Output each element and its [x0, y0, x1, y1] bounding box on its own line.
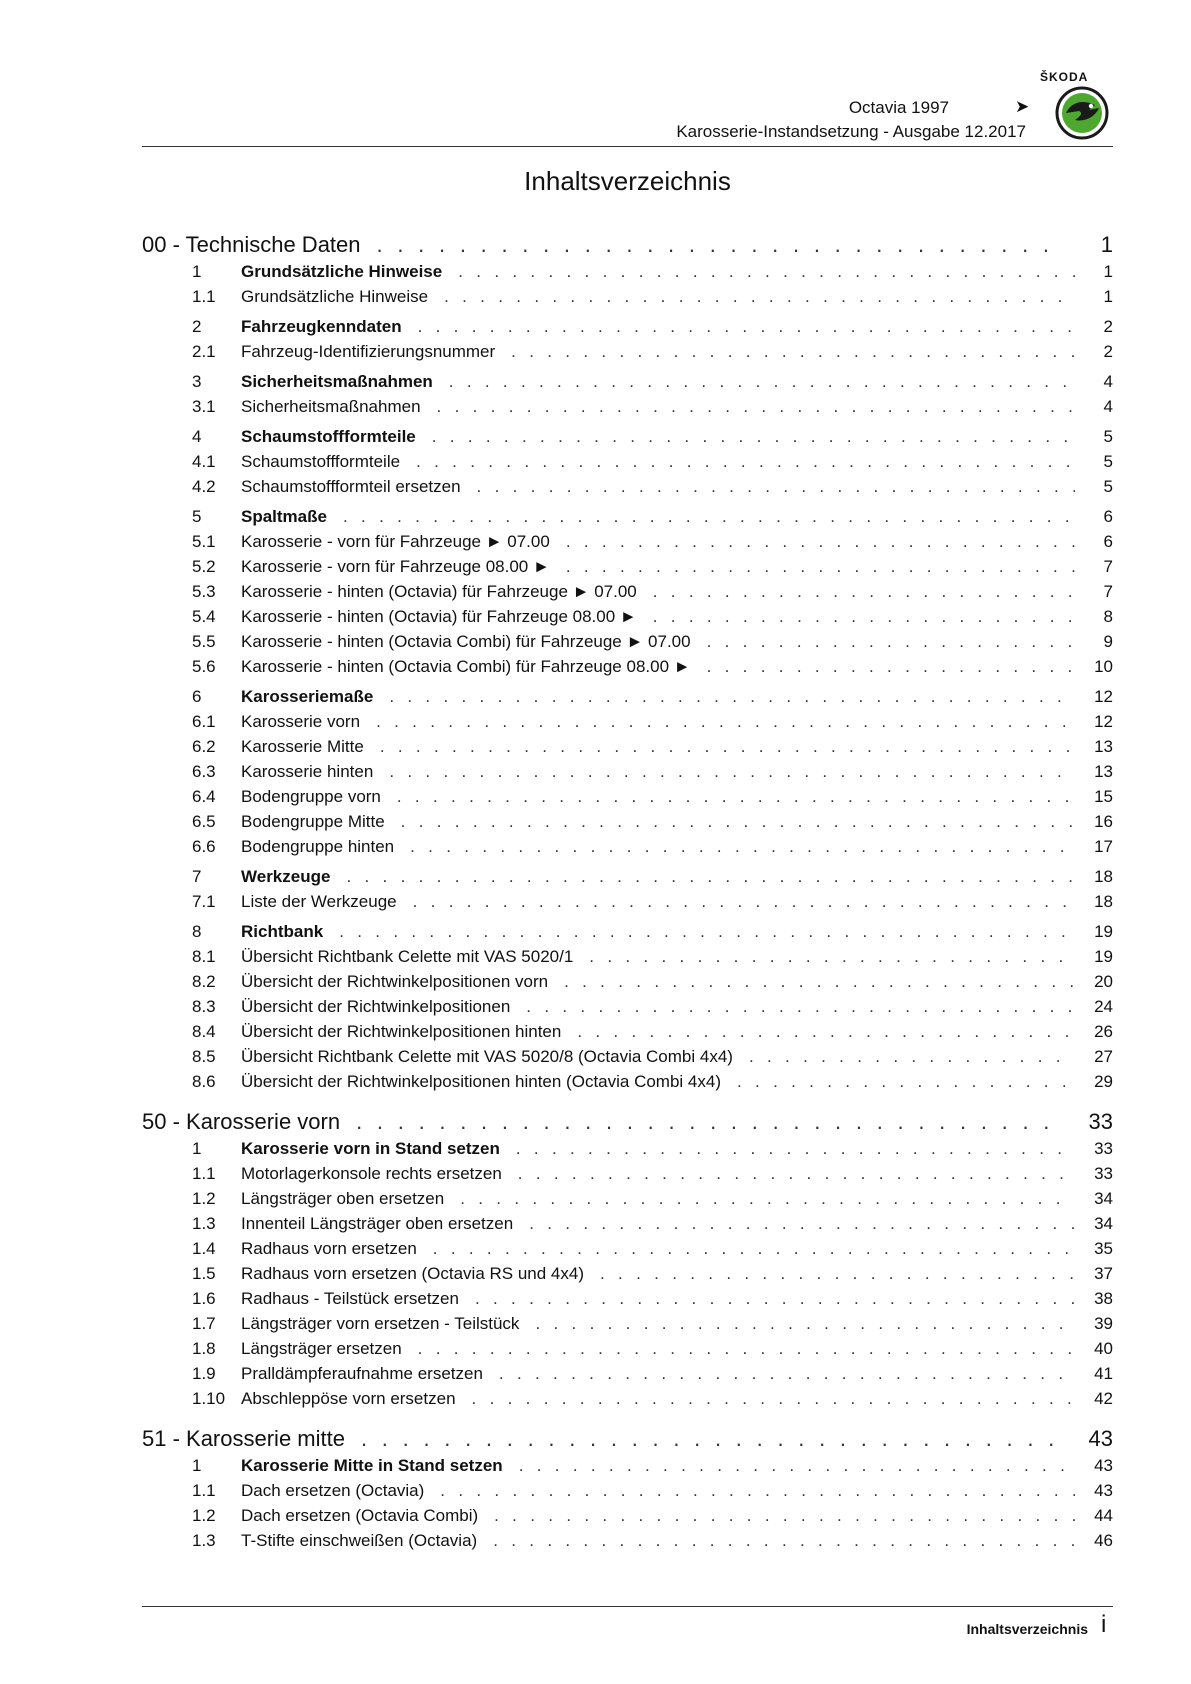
toc-entry-label: Schaumstoffformteile [241, 427, 416, 446]
toc-entry[interactable] [142, 1047, 1113, 1072]
toc-entry-label: Karosserie vorn in Stand setzen [241, 1139, 500, 1158]
toc-entry-label: Bodengruppe Mitte [241, 812, 385, 831]
toc-entry[interactable] [142, 1264, 1113, 1289]
toc-leader-dots [444, 287, 1075, 307]
toc-page-number: 43 [1094, 1456, 1113, 1475]
toc-leader-dots [518, 1164, 1075, 1184]
toc-entry[interactable] [142, 867, 1113, 892]
toc-entry-label: Fahrzeugkenndaten [241, 317, 402, 336]
skoda-logo [1055, 86, 1109, 140]
toc-entry-number: 8.2 [192, 972, 216, 991]
toc-entry[interactable] [142, 507, 1113, 532]
toc-entry[interactable] [142, 372, 1113, 397]
toc-page-number: 27 [1094, 1047, 1113, 1066]
toc-leader-dots [653, 607, 1075, 627]
toc-entry-number: 1 [192, 1139, 202, 1158]
toc-leader-dots [737, 1072, 1075, 1092]
brand-wordmark: ŠKODA [1040, 70, 1089, 84]
toc-entry[interactable] [142, 762, 1113, 787]
toc-leader-dots [376, 712, 1075, 732]
toc-leader-dots [749, 1047, 1075, 1067]
toc-entry-label: Karosserie - hinten (Octavia Combi) für Fahrzeuge ► 07.00 [241, 632, 691, 651]
toc-leader-dots [339, 922, 1075, 942]
toc-entry-number: 6.6 [192, 837, 216, 856]
toc-entry-number: 8.3 [192, 997, 216, 1016]
toc-entry-number: 1.3 [192, 1531, 216, 1550]
toc-entry-label: T-Stifte einschweißen (Octavia) [241, 1531, 478, 1550]
toc-entry[interactable] [142, 812, 1113, 837]
toc-leader-dots [458, 262, 1075, 282]
toc-page-number: 43 [1088, 1426, 1113, 1451]
toc-entry[interactable] [142, 1339, 1113, 1364]
toc-entry-label: Übersicht der Richtwinkelpositionen hinten (Octavia Combi 4x4) [241, 1072, 721, 1091]
toc-entry[interactable] [142, 287, 1113, 312]
toc-page-number: 17 [1094, 837, 1113, 856]
toc-page-number: 34 [1094, 1214, 1113, 1233]
toc-entry-number: 1.9 [192, 1364, 216, 1383]
toc-entry[interactable] [142, 1531, 1113, 1556]
toc-entry[interactable] [142, 582, 1113, 607]
toc-page-number: 13 [1094, 762, 1113, 781]
toc-page-number: 15 [1094, 787, 1113, 806]
toc-page-number: 13 [1094, 737, 1113, 756]
toc-page-number: 1 [1103, 262, 1113, 281]
toc-page-number: 5 [1103, 452, 1113, 471]
toc-entry[interactable] [142, 1214, 1113, 1239]
toc-leader-dots [529, 1214, 1075, 1234]
toc-entry-number: 3 [192, 372, 202, 391]
toc-leader-dots [413, 892, 1075, 912]
toc-entry-label: Längsträger oben ersetzen [241, 1189, 445, 1208]
toc-entry-number: 1.1 [192, 1164, 216, 1183]
toc-leader-dots [516, 1139, 1075, 1159]
toc-entry[interactable] [142, 607, 1113, 632]
toc-leader-dots [410, 837, 1075, 857]
toc-entry-label: Richtbank [241, 922, 324, 941]
toc-entry[interactable] [142, 687, 1113, 712]
toc-page-number: 8 [1103, 607, 1113, 626]
toc-page-number: 6 [1103, 507, 1113, 526]
toc-entry[interactable] [142, 892, 1113, 917]
toc-entry-label: Karosserie - hinten (Octavia Combi) für Fahrzeuge 08.00 ► [241, 657, 691, 676]
toc-page-number: 2 [1103, 342, 1113, 361]
toc-page-number: 29 [1094, 1072, 1113, 1091]
toc-page-number: 10 [1094, 657, 1113, 676]
toc-entry-number: 1.2 [192, 1189, 216, 1208]
toc-entry[interactable] [142, 947, 1113, 972]
page-title: Inhaltsverzeichnis [524, 166, 731, 196]
toc-entry-label: Fahrzeug-Identifizierungsnummer [241, 342, 496, 361]
footer-rule [142, 1606, 1113, 1607]
toc-entry[interactable] [142, 1364, 1113, 1389]
toc-entry[interactable] [142, 787, 1113, 812]
toc-entry-label: Dach ersetzen (Octavia) [241, 1481, 425, 1500]
toc-leader-dots [519, 1456, 1075, 1476]
toc-entry-number: 6 [192, 687, 202, 706]
toc-entry-number: 8.6 [192, 1072, 216, 1091]
toc-page-number: 6 [1103, 532, 1113, 551]
toc-page-number: 44 [1094, 1506, 1113, 1525]
toc-page-number: 33 [1094, 1139, 1113, 1158]
toc-page-number: 40 [1094, 1339, 1113, 1358]
toc-entry-label: Bodengruppe hinten [241, 837, 395, 856]
toc-entry-number: 4.2 [192, 477, 216, 496]
toc-leader-dots [707, 657, 1075, 677]
toc-entry-number: 6.1 [192, 712, 216, 731]
toc-entry-label: Karosserie - hinten (Octavia) für Fahrzeuge ► 07.00 [241, 582, 637, 601]
toc-entry-number: 4.1 [192, 452, 216, 471]
toc-entry-label: Werkzeuge [241, 867, 331, 886]
toc-entry-label: Längsträger ersetzen [241, 1339, 402, 1358]
toc-page-number: 19 [1094, 947, 1113, 966]
toc-entry[interactable] [142, 1456, 1113, 1481]
toc-page-number: 35 [1094, 1239, 1113, 1258]
toc-entry-label: Abschleppöse vorn ersetzen [241, 1389, 456, 1408]
toc-entry-number: 1 [192, 1456, 202, 1475]
toc-chapter-title: 00 - Technische Daten [142, 232, 361, 257]
toc-entry-label: Karosserie hinten [241, 762, 374, 781]
toc-leader-dots [418, 1339, 1075, 1359]
toc-leader-dots [566, 532, 1075, 552]
toc-page-number: 12 [1094, 687, 1113, 706]
toc-leader-dots [380, 737, 1075, 757]
toc-leader-dots [433, 1239, 1075, 1259]
toc-entry-number: 1.6 [192, 1289, 216, 1308]
toc-entry[interactable] [142, 427, 1113, 452]
toc-entry-number: 1 [192, 262, 202, 281]
toc-entry-number: 1.5 [192, 1264, 216, 1283]
toc-entry-label: Liste der Werkzeuge [241, 892, 397, 911]
toc-entry-number: 1.3 [192, 1214, 216, 1233]
toc-page-number: 7 [1103, 557, 1113, 576]
toc-leader-dots [437, 397, 1075, 417]
toc-entry-label: Bodengruppe vorn [241, 787, 381, 806]
toc-entry-number: 8.1 [192, 947, 216, 966]
toc-entry[interactable] [142, 1289, 1113, 1314]
toc-entry-label: Radhaus - Teilstück ersetzen [241, 1289, 459, 1308]
toc-entry-label: Motorlagerkonsole rechts ersetzen [241, 1164, 502, 1183]
toc-page-number: 9 [1103, 632, 1113, 651]
toc-page-number: 39 [1094, 1314, 1113, 1333]
toc-leader-dots [449, 372, 1075, 392]
toc-leader-dots [526, 997, 1075, 1017]
toc-leader-dots [477, 477, 1075, 497]
toc-leader-dots [361, 1426, 1065, 1452]
toc-leader-dots [511, 342, 1075, 362]
toc-leader-dots [389, 687, 1075, 707]
toc-entry-number: 6.5 [192, 812, 216, 831]
toc-entry[interactable] [142, 1239, 1113, 1264]
toc-entry-label: Karosserie - hinten (Octavia) für Fahrzeuge 08.00 ► [241, 607, 637, 626]
toc-entry[interactable] [142, 972, 1113, 997]
toc-entry-number: 5.1 [192, 532, 216, 551]
toc-entry-label: Radhaus vorn ersetzen (Octavia RS und 4x4) [241, 1264, 585, 1283]
toc-entry[interactable] [142, 1389, 1113, 1414]
footer-label: Inhaltsverzeichnis [966, 1621, 1088, 1637]
toc-leader-dots [566, 557, 1075, 577]
toc-entry-number: 5 [192, 507, 202, 526]
toc-entry-label: Übersicht der Richtwinkelpositionen hinten [241, 1022, 562, 1041]
toc-entry-number: 1.7 [192, 1314, 216, 1333]
toc-page-number: 7 [1103, 582, 1113, 601]
toc-leader-dots [600, 1264, 1075, 1284]
toc-entry-number: 6.2 [192, 737, 216, 756]
toc-leader-dots [494, 1506, 1075, 1526]
toc-leader-dots [472, 1389, 1075, 1409]
toc-entry-label: Dach ersetzen (Octavia Combi) [241, 1506, 479, 1525]
toc-entry-label: Sicherheitsmaßnahmen [241, 397, 421, 416]
toc-entry-number: 1.4 [192, 1239, 216, 1258]
toc-page-number: 4 [1103, 372, 1113, 391]
toc-entry-number: 7.1 [192, 892, 216, 911]
toc-entry-number: 6.3 [192, 762, 216, 781]
toc-page-number: 19 [1094, 922, 1113, 941]
toc-entry-number: 5.5 [192, 632, 216, 651]
toc-entry[interactable] [142, 712, 1113, 737]
toc-page-number: 41 [1094, 1364, 1113, 1383]
header-subtitle: Karosserie-Instandsetzung - Ausgabe 12.2017 [676, 122, 1026, 141]
toc-leader-dots [440, 1481, 1075, 1501]
toc-leader-dots [475, 1289, 1075, 1309]
toc-page-number: 18 [1094, 867, 1113, 886]
toc-page-number: 2 [1103, 317, 1113, 336]
toc-entry[interactable] [142, 397, 1113, 422]
toc-entry-label: Übersicht der Richtwinkelpositionen vorn [241, 972, 549, 991]
toc-chapter-title: 50 - Karosserie vorn [142, 1109, 341, 1134]
toc-leader-dots [493, 1531, 1075, 1551]
toc-page-number: 5 [1103, 427, 1113, 446]
toc-page-number: 16 [1094, 812, 1113, 831]
toc-leader-dots [564, 972, 1075, 992]
toc-entry[interactable] [142, 1022, 1113, 1047]
toc-leader-dots [499, 1364, 1075, 1384]
toc-page-number: 24 [1094, 997, 1113, 1016]
toc-entry[interactable] [142, 1314, 1113, 1339]
toc-entry-label: Grundsätzliche Hinweise [241, 287, 429, 306]
toc-page-number: 5 [1103, 477, 1113, 496]
toc-entry-label: Karosserie Mitte [241, 737, 364, 756]
toc-leader-dots [535, 1314, 1075, 1334]
toc-chapter[interactable] [142, 1426, 1113, 1456]
toc-entry[interactable] [142, 737, 1113, 762]
toc-entry-label: Übersicht Richtbank Celette mit VAS 5020/1 [241, 947, 574, 966]
toc-entry-number: 7 [192, 867, 202, 886]
toc-leader-dots [577, 1022, 1075, 1042]
toc-entry-label: Pralldämpferaufnahme ersetzen [241, 1364, 483, 1383]
toc-leader-dots [346, 867, 1075, 887]
toc-entry-number: 8 [192, 922, 202, 941]
toc-entry-number: 5.6 [192, 657, 216, 676]
toc-entry-number: 2 [192, 317, 202, 336]
toc-leader-dots [389, 762, 1075, 782]
toc-leader-dots [589, 947, 1075, 967]
toc-leader-dots [356, 1109, 1065, 1135]
toc-leader-dots [401, 812, 1075, 832]
toc-entry-label: Karosseriemaße [241, 687, 374, 706]
toc-entry-number: 1.10 [192, 1389, 226, 1408]
toc-entry[interactable] [142, 342, 1113, 367]
toc-entry-number: 5.3 [192, 582, 216, 601]
header-rule [142, 146, 1113, 147]
toc-leader-dots [432, 427, 1075, 447]
toc-entry-label: Schaumstoffformteil ersetzen [241, 477, 461, 496]
toc-entry-label: Karosserie vorn [241, 712, 361, 731]
toc-entry-number: 5.4 [192, 607, 216, 626]
toc-chapter-title: 51 - Karosserie mitte [142, 1426, 345, 1451]
toc-page-number: 38 [1094, 1289, 1113, 1308]
toc-entry[interactable] [142, 1164, 1113, 1189]
toc-leader-dots [343, 507, 1075, 527]
toc-page-number: 33 [1088, 1109, 1113, 1134]
toc-leader-dots [460, 1189, 1075, 1209]
toc-page-number: 1 [1103, 287, 1113, 306]
toc-leader-dots [416, 452, 1075, 472]
toc-entry-number: 1.2 [192, 1506, 216, 1525]
toc-leader-dots [653, 582, 1075, 602]
toc-entry[interactable] [142, 1189, 1113, 1214]
footer-page-number: i [1101, 1611, 1107, 1638]
toc-page-number: 18 [1094, 892, 1113, 911]
toc-leader-dots [377, 232, 1065, 258]
toc-page-number: 46 [1094, 1531, 1113, 1550]
toc-leader-dots [397, 787, 1075, 807]
toc-entry-number: 6.4 [192, 787, 216, 806]
toc-entry[interactable] [142, 632, 1113, 657]
toc-entry[interactable] [142, 1139, 1113, 1164]
toc-leader-dots [418, 317, 1075, 337]
toc-entry[interactable] [142, 657, 1113, 682]
toc-entry-number: 1.1 [192, 287, 216, 306]
toc-entry-number: 8.5 [192, 1047, 216, 1066]
toc-entry-number: 2.1 [192, 342, 216, 361]
toc-page-number: 33 [1094, 1164, 1113, 1183]
header-arrow-icon: ➤ [1015, 97, 1030, 116]
toc-page-number: 12 [1094, 712, 1113, 731]
toc-page-number: 37 [1094, 1264, 1113, 1283]
toc-entry-number: 1.1 [192, 1481, 216, 1500]
toc-entry[interactable] [142, 837, 1113, 862]
toc-entry-label: Übersicht der Richtwinkelpositionen [241, 997, 511, 1016]
toc-entry-label: Spaltmaße [241, 507, 327, 526]
toc-entry[interactable] [142, 317, 1113, 342]
toc-entry[interactable] [142, 532, 1113, 557]
toc-entry[interactable] [142, 452, 1113, 477]
toc-entry[interactable] [142, 557, 1113, 582]
toc-entry-number: 5.2 [192, 557, 216, 576]
toc-page-number: 34 [1094, 1189, 1113, 1208]
toc-entry-label: Karosserie - vorn für Fahrzeuge 08.00 ► [241, 557, 550, 576]
toc-leader-dots [707, 632, 1075, 652]
toc-entry[interactable] [142, 1072, 1113, 1097]
toc-page-number: 4 [1103, 397, 1113, 416]
toc-page-number: 20 [1094, 972, 1113, 991]
toc-entry[interactable] [142, 997, 1113, 1022]
toc-entry-label: Längsträger vorn ersetzen - Teilstück [241, 1314, 520, 1333]
toc-page-number: 1 [1100, 232, 1113, 257]
toc-chapter[interactable] [142, 232, 1113, 262]
toc-page-number: 42 [1094, 1389, 1113, 1408]
toc-chapter[interactable] [142, 1109, 1113, 1139]
header-model: Octavia 1997 [848, 98, 949, 117]
toc-entry[interactable] [142, 477, 1113, 502]
toc-entry[interactable] [142, 1506, 1113, 1531]
toc-entry-label: Übersicht Richtbank Celette mit VAS 5020/8 (Octavia Combi 4x4) [241, 1047, 733, 1066]
toc-entry[interactable] [142, 262, 1113, 287]
toc-entry[interactable] [142, 1481, 1113, 1506]
toc-entry-label: Radhaus vorn ersetzen [241, 1239, 417, 1258]
toc-page-number: 43 [1094, 1481, 1113, 1500]
toc-entry[interactable] [142, 922, 1113, 947]
toc-entry-label: Karosserie Mitte in Stand setzen [241, 1456, 503, 1475]
toc-entry-number: 1.8 [192, 1339, 216, 1358]
toc-entry-label: Schaumstoffformteile [241, 452, 401, 471]
toc-entry-label: Innenteil Längsträger oben ersetzen [241, 1214, 514, 1233]
toc-entry-number: 4 [192, 427, 202, 446]
toc-entry-label: Karosserie - vorn für Fahrzeuge ► 07.00 [241, 532, 550, 551]
toc-entry-number: 8.4 [192, 1022, 216, 1041]
toc-entry-label: Grundsätzliche Hinweise [241, 262, 443, 281]
toc-entry-number: 3.1 [192, 397, 216, 416]
toc-page-number: 26 [1094, 1022, 1113, 1041]
toc-entry-label: Sicherheitsmaßnahmen [241, 372, 433, 391]
table-of-contents [142, 232, 1113, 1556]
